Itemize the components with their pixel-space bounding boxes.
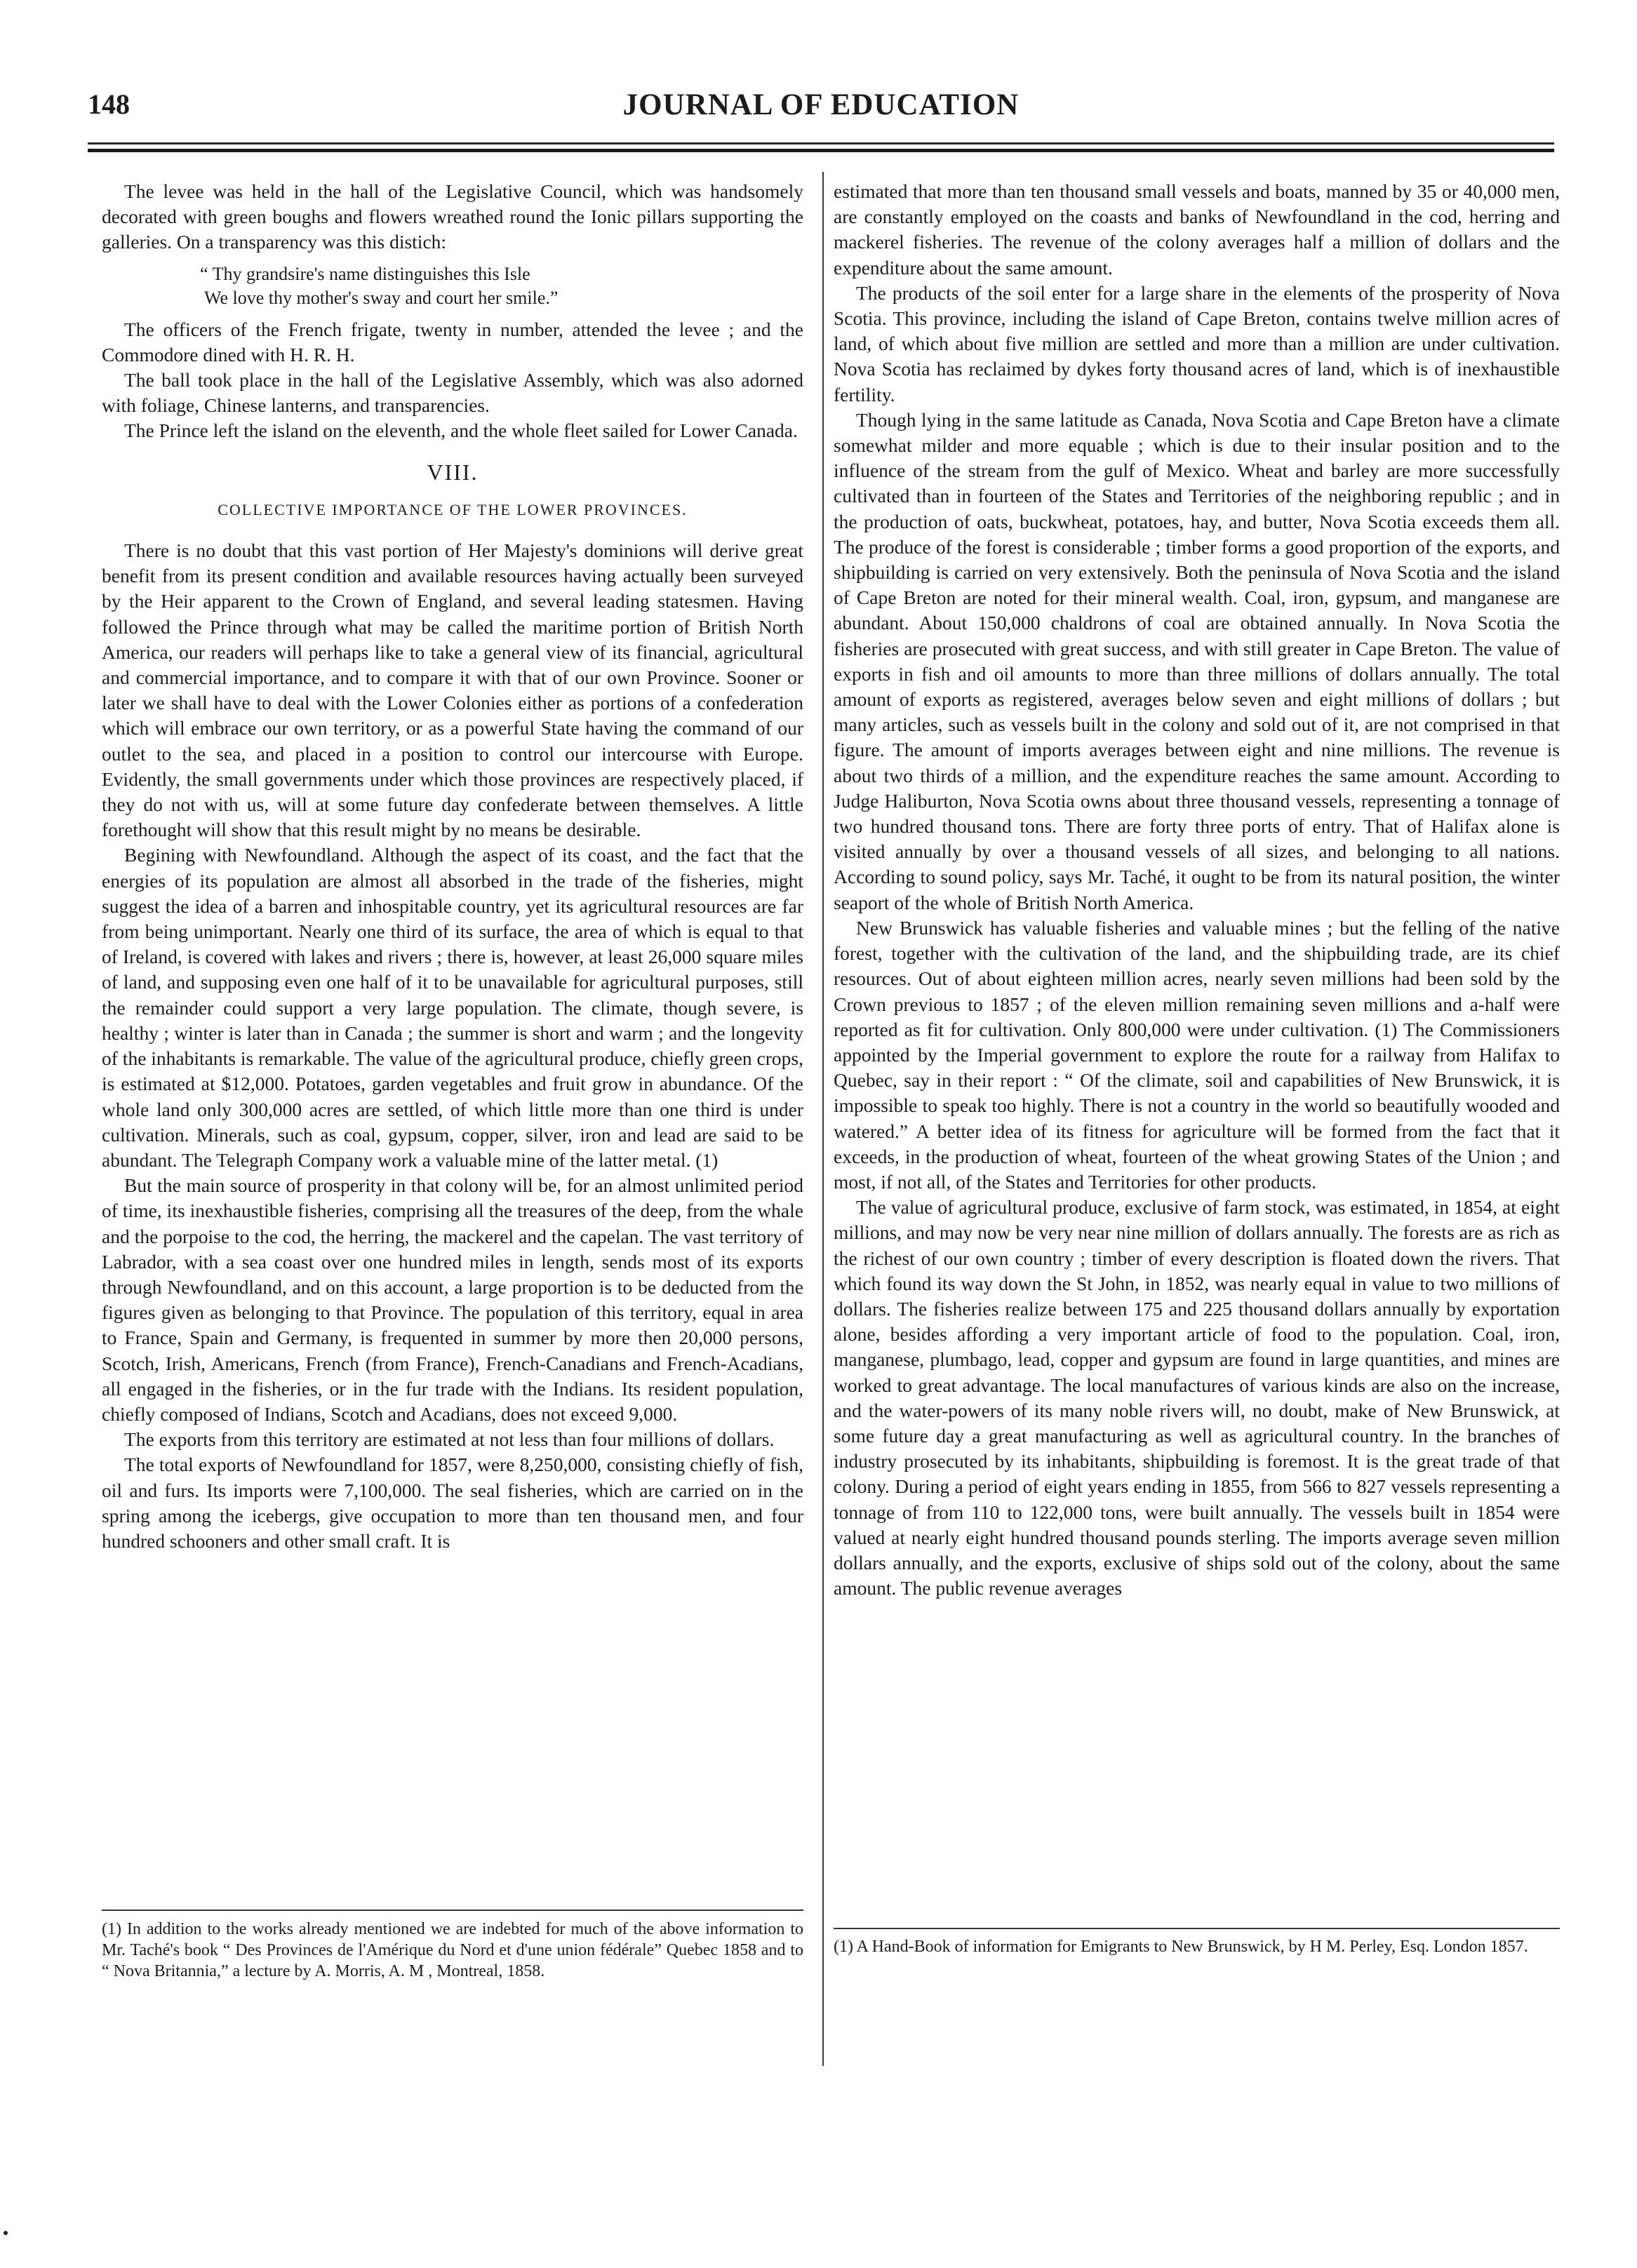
section-title: COLLECTIVE IMPORTANCE OF THE LOWER PROVINCES. bbox=[218, 500, 688, 518]
footnote-rule bbox=[834, 1928, 1560, 1929]
running-head: JOURNAL OF EDUCATION bbox=[622, 88, 1020, 121]
distich bbox=[200, 262, 803, 310]
section-number: VIII. bbox=[427, 459, 479, 485]
column-divider bbox=[822, 172, 824, 2066]
paragraph: The ball took place in the hall of the Legislative Assembly, which was also adorned with foliage, Chinese lanterns, and transparencies. bbox=[102, 369, 803, 417]
footnote: (1) A Hand-Book of information for Emigrants to New Brunswick, by H M. Perley, Esq. London 1857. bbox=[834, 1938, 1528, 1956]
paragraph: The products of the soil enter for a large share in the elements of the prosperity of Nova Scotia. This province, including the island of Cape Breton, contains twelve million acres of land, of which about five million are settled and more than a million are under cultivation. Nova Scotia has reclaimed by dykes forty thousand acres of land, which is of inexhaustible fertility. bbox=[834, 281, 1560, 405]
verse-line: “ Thy grandsire's name distinguishes this Isle bbox=[200, 263, 530, 284]
page-header bbox=[88, 88, 1554, 130]
footnote-rule bbox=[102, 1910, 803, 1911]
header-rule-thick bbox=[88, 149, 1554, 152]
verse-line: We love thy mother's sway and court her smile.” bbox=[204, 287, 559, 308]
paragraph: The officers of the French frigate, twenty in number, attended the levee ; and the Commodore dined with H. R. H. bbox=[102, 318, 803, 365]
paragraph: There is no doubt that this vast portion of Her Majesty's dominions will derive great benefit from its present condition and available resources having actually been surveyed by the Heir apparent to the Crown of England, and several leading statesmen. Having followed the Prince through what may be called the maritime portion of British North America, our readers will perhaps like to take a general view of its financial, agricultural and commercial importance, and to compare it with that of our own Province. Sooner or later we shall have to deal with the Lower Colonies either as portions of a confederation which will embrace our own territory, or as a powerful State having the command of our outlet to the sea, and placed in a position to control our intercourse with Europe. Evidently, the small governments under which those provinces are respectively placed, if they do not with us, will at some future day confederate between themselves. A little forethought will show that this result might by no means be desirable. bbox=[102, 539, 803, 841]
paragraph: Begining with Newfoundland. Although the aspect of its coast, and the fact that the energies of its population are almost all absorbed in the trade of the fisheries, might suggest the idea of a barren and inhospitable country, yet its agricultural resources are far from being unimportant. Nearly one third of its surface, the area of which is equal to that of Ireland, is covered with lakes and rivers ; there is, however, at least 26,000 square miles of land, and supposing even one half of it to be unavailable for agricultural purposes, still the remainder could support a very large population. The climate, though severe, is healthy ; winter is later than in Canada ; the summer is short and warm ; and the longevity of the inhabitants is remarkable. The value of the agricultural produce, chiefly green crops, is estimated at $12,000. Potatoes, garden vegetables and fruit grow in abundance. Of the whole land only 300,000 acres are settled, of which little more than one third is under cultivation. Minerals, such as coal, gypsum, copper, silver, iron and lead are said to be abundant. The Telegraph Company work a valuable mine of the latter metal. (1) bbox=[102, 844, 803, 1171]
footnote: (1) In addition to the works already mentioned we are indebted for much of the above information to Mr. Taché's book “ Des Provinces de l'Amérique du Nord et d'une union fédérale” Quebec 1858 and to “ Nova Britannia,” a lecture by A. Morris, A. M , Montreal, 1858. bbox=[102, 1920, 803, 1980]
left-column bbox=[102, 179, 803, 1554]
paragraph: New Brunswick has valuable fisheries and valuable mines ; but the felling of the native forest, together with the cultivation of the land, and the shipbuilding trade, are its chief resources. Out of about eighteen million acres, nearly seven millions had been sold by the Crown previous to 1857 ; of the eleven million remaining seven millions and a-half were reported as fit for cultivation. Only 800,000 were under cultivation. (1) The Commissioners appointed by the Imperial government to explore the route for a railway from Halifax to Quebec, say in their report : “ Of the climate, soil and capabilities of New Brunswick, it is impossible to speak too highly. There is not a country in the world so beautifully wooded and watered.” A better idea of its fitness for agriculture will be formed from the fact that it exceeds, in the production of wheat, fourteen of the wheat growing States of the Union ; and most, if not all, of the States and Territories for other products. bbox=[834, 916, 1560, 1193]
paragraph: The total exports of Newfoundland for 1857, were 8,250,000, consisting chiefly of fish, oil and furs. Its imports were 7,100,000. The seal fisheries, which are carried on in the spring among the icebergs, give occupation to more than ten thousand men, and four hundred schooners and other small craft. It is bbox=[102, 1454, 803, 1552]
paragraph: estimated that more than ten thousand small vessels and boats, manned by 35 or 40,000 men, are constantly employed on the coasts and banks of Newfoundland in the cod, herring and mackerel fisheries. The revenue of the colony averages half a million of dollars and the expenditure about the same amount. bbox=[834, 180, 1560, 279]
page-number: 148 bbox=[88, 88, 130, 120]
paragraph: The exports from this territory are estimated at not less than four millions of dollars. bbox=[124, 1428, 775, 1451]
right-column bbox=[834, 179, 1560, 1601]
paragraph: Though lying in the same latitude as Canada, Nova Scotia and Cape Breton have a climate somewhat milder and more equable ; which is due to their insular position and to the influence of the stream from the gulf of Mexico. Wheat and barley are more successfully cultivated than in fourteen of the States and Territories of the neighboring republic ; and in the production of oats, buckwheat, potatoes, hay, and butter, Nova Scotia exceeds them all. The produce of the forest is considerable ; timber forms a good proportion of the exports, and shipbuilding is carried on very extensively. Both the peninsula of Nova Scotia and the island of Cape Breton are noted for their mineral wealth. Coal, iron, gypsum, and manganese are abundant. About 150,000 chaldrons of coal are obtained annually. In Nova Scotia the fisheries are prosecuted with great success, and with still greater in Cape Breton. The value of exports in fish and oil amounts to more than three millions of dollars annually. The total amount of exports as registered, averages below seven and eight millions of dollars ; but many articles, such as vessels built in the colony and sold out of it, are not comprised in that figure. The amount of imports averages between eight and nine millions. The revenue is about two thirds of a million, and the expenditure reaches the same amount. According to Judge Haliburton, Nova Scotia owns about three thousand vessels, representing a tonnage of two hundred thousand tons. There are forty three ports of entry. That of Halifax alone is visited annually by over a thousand vessels of all sizes, and belonging to all nations. According to sound policy, says Mr. Taché, it ought to be from its natural position, the winter seaport of the whole of British North America. bbox=[834, 408, 1560, 913]
paragraph: The value of agricultural produce, exclusive of farm stock, was estimated, in 1854, at eight millions, and may now be very near nine million of dollars annually. The forests are as rich as the richest of our own country ; timber of every description is floated down the rivers. That which found its way down the St John, in 1852, was nearly equal in value to two millions of dollars. The fisheries realize between 175 and 225 thousand dollars annually by exportation alone, besides affording a very important article of food to the population. Coal, iron, manganese, plumbago, lead, copper and gypsum are found in large quantities, and mines are worked to great advantage. The local manufactures of various kinds are also on the increase, and the water-powers of its many noble rivers will, no doubt, make of New Brunswick, at some future day a great manufacturing as well as agricultural country. In the branches of industry prosecuted by its inhabitants, shipbuilding is foremost. It is the great trade of that colony. During a period of eight years ending in 1855, from 566 to 827 vessels representing a tonnage of from 110 to 122,000 tons, were built annually. The vessels built in 1854 were valued at nearly eight hundred thousand pounds sterling. The imports average seven million dollars annually, and the exports, exclusive of ships sold out of the colony, about the same amount. The public revenue averages bbox=[834, 1196, 1560, 1599]
ink-speck bbox=[4, 2231, 8, 2235]
paragraph: The Prince left the island on the eleventh, and the whole fleet sailed for Lower Canada. bbox=[124, 420, 798, 442]
paragraph: The levee was held in the hall of the Legislative Council, which was handsomely decorated with green boughs and flowers wreathed round the Ionic pillars supporting the galleries. On a transparency was this distich: bbox=[102, 180, 803, 253]
paragraph: But the main source of prosperity in that colony will be, for an almost unlimited period of time, its inexhaustible fisheries, comprising all the treasures of the deep, from the whale and the porpoise to the cod, the herring, the mackerel and the capelan. The vast territory of Labrador, with a sea coast over one hundred miles in length, sends most of its exports through Newfoundland, and on this account, a large proportion is to be deducted from the figures given as belonging to that Province. The population of this territory, equal in area to France, Spain and Germany, is frequented in summer by more then 20,000 persons, Scotch, Irish, Americans, French (from France), French-Canadians and French-Acadians, all engaged in the fisheries, or in the fur trade with the Indians. Its resident population, chiefly composed of Indians, Scotch and Acadians, does not exceed 9,000. bbox=[102, 1174, 803, 1425]
header-rule-thin bbox=[88, 142, 1554, 145]
